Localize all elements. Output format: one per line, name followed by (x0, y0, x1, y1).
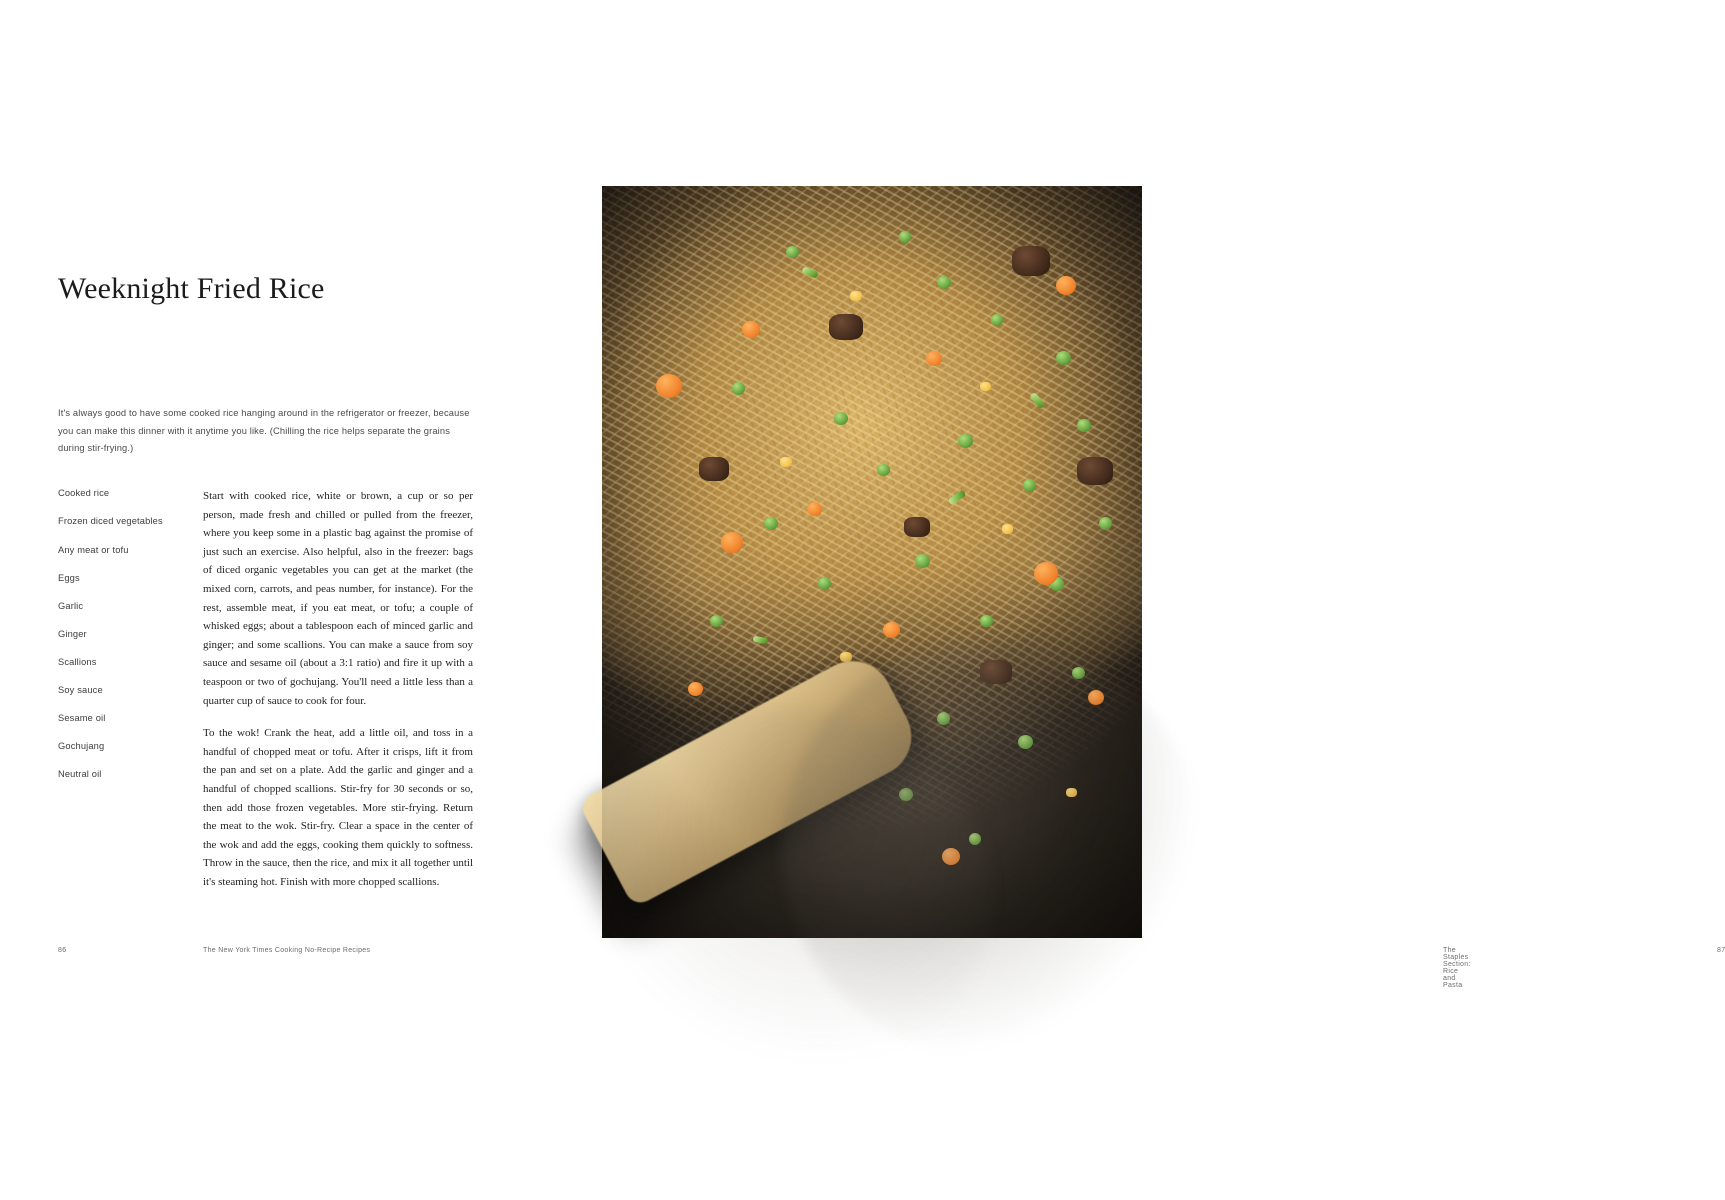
recipe-photo (602, 186, 1142, 938)
list-item: Soy sauce (58, 685, 103, 695)
meat-piece (1012, 246, 1050, 276)
recipe-headnote: It's always good to have some cooked rice hanging around in the refrigerator or freezer, because you can make this dinner with it anytime you like. (Chilling the rice helps separate the grains during stir-frying.) (58, 408, 470, 454)
pea (834, 412, 848, 425)
pea (980, 615, 993, 627)
list-item: Ginger (58, 629, 87, 639)
list-item: Garlic (58, 601, 84, 611)
meat-piece (829, 314, 863, 340)
pea (818, 577, 831, 590)
corn-kernel (850, 291, 862, 301)
method-paragraph: Start with cooked rice, white or brown, a cup or so per person, made fresh and chilled or pulled from the freezer, where you keep some in a plastic bag against the promise of just such an exercise. Also helpful, also in the freezer: bags of diced organic vegetables you can get at the market (the mixed corn, carrots, and peas number, for instance). For the rest, assemble meat, if you eat meat, or tofu; a couple of whisked eggs; about a tablespoon each of minced garlic and ginger; and some scallions. You can make a sauce from soy sauce and sesame oil (about a 3:1 ratio) and fire it up with a teaspoon or two of gochujang. You'll need a little less than a quarter cup of sauce to cook for four. (203, 490, 473, 707)
carrot-slice (721, 532, 743, 553)
pea (710, 615, 723, 627)
carrot-slice (807, 502, 822, 516)
list-item: Sesame oil (58, 713, 106, 723)
corn-kernel (780, 457, 792, 467)
list-item: Neutral oil (58, 769, 102, 779)
pea (991, 314, 1003, 326)
carrot-slice (656, 374, 682, 398)
list-item: Scallions (58, 657, 97, 667)
page-number-right: 87 (1717, 947, 1725, 954)
carrot-slice (1034, 562, 1058, 585)
list-item: Frozen diced vegetables (58, 516, 163, 526)
pan-rim-highlight-secondary (562, 708, 992, 1088)
meat-piece (699, 457, 729, 481)
list-item: Cooked rice (58, 488, 110, 498)
pea (937, 276, 951, 289)
method-paragraph: To the wok! Crank the heat, add a little oil, and toss in a handful of chopped meat or tofu. After it crisps, lift it from the pan and set on a plate. Add the garlic and ginger and a handful of chopped scallions. Stir-fry for 30 seconds or so, then add those frozen vegetables. More stir-frying. Return the meat to the wok. Stir-fry. Clear a space in the center of the wok and add the eggs, cooking them quickly to softness. Throw in the sauce, then the rice, and mix it all together until it's steaming hot. Finish with more chopped scallions. (203, 727, 473, 888)
pea (1056, 351, 1071, 365)
meat-piece (1077, 457, 1113, 485)
page-title: Weeknight Fried Rice (58, 272, 325, 306)
page-number-left: 86 (58, 947, 67, 954)
left-page (0, 0, 600, 1200)
pea (786, 246, 799, 258)
right-page (600, 0, 1725, 1200)
carrot-slice (883, 622, 900, 638)
corn-kernel (980, 382, 991, 391)
list-item: Gochujang (58, 741, 105, 751)
footer-right: The Staples Section: Rice and Pasta (1443, 947, 1471, 989)
ingredient-list (58, 487, 178, 796)
pea (764, 517, 778, 530)
recipe-method (203, 487, 473, 891)
pea (732, 382, 745, 395)
pea (899, 231, 911, 243)
footer-left: The New York Times Cooking No-Recipe Recipes (203, 947, 371, 954)
meat-piece (904, 517, 930, 537)
pea (1099, 517, 1112, 530)
carrot-slice (1056, 276, 1076, 295)
list-item: Eggs (58, 573, 80, 583)
list-item: Any meat or tofu (58, 545, 129, 555)
corn-kernel (1002, 524, 1013, 534)
